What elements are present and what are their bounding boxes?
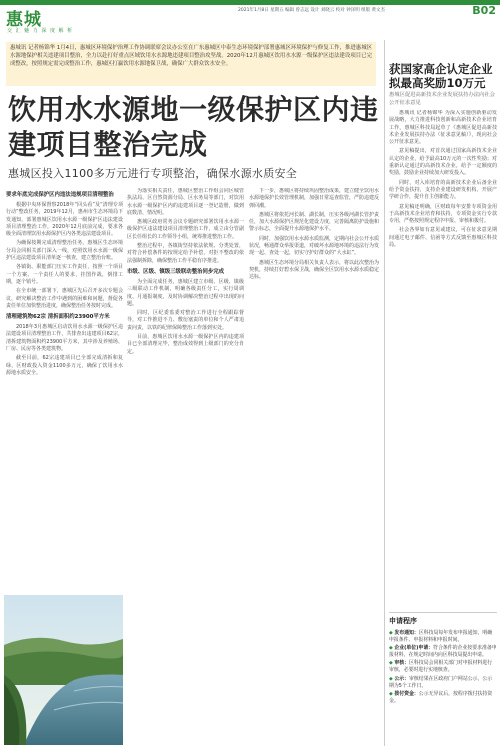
article-subhead: 惠城区投入1100多万元进行专项整治，确保水源水质安全	[8, 167, 298, 180]
notice-divider	[389, 612, 497, 613]
bullet-icon: ◆	[389, 645, 395, 652]
sidebar-subtitle: 惠城区促进高新技术企业发展扶持办法向社会公开征求意见	[389, 92, 495, 106]
masthead	[0, 0, 500, 38]
notice-item	[389, 645, 497, 659]
notice-item	[389, 630, 497, 644]
body-paragraph: 惠城区生态环境分局相关负责人表示，将以此次整治为契机，持续打好碧水保卫战，确保全区饮用水水源水质稳定达标。	[249, 259, 379, 281]
section-heading: 市级、区级、镇级三级联动整治同步完成	[127, 268, 225, 275]
sidebar-paragraph: 同时，对入库培育的高新技术企业后备企业给予资金扶持，支持企业建设研发机构、开展产学研合作，提升自主创新能力。	[389, 179, 497, 201]
notice-item-key: 拨付资金：	[394, 690, 419, 697]
notice-list	[389, 630, 497, 706]
body-paragraph: 目前，惠城区饮用水水源一级保护区内的违建项目已全部清理完毕，整治成效得到上级部门的充分肯定。	[127, 334, 244, 355]
notice-item-value: 符合条件的企业按要求准备申报材料，在规定时间内向区科技局提出申请。	[389, 645, 497, 659]
column-divider	[384, 40, 385, 746]
body-paragraph: 为确保按期完成清理整治任务，惠城区生态环境分局会同相关部门深入一线，对照饮用水水源一级保护区违法建设项目清单逐一核查，建立整治台账。	[6, 240, 123, 262]
body-paragraph: 同时，区纪委监委对整治工作进行全程跟踪督导，对工作推进不力、敷衍塞责的单位和个人严肃追责问责，以铁的纪律保障整治工作落到实处。	[127, 310, 244, 331]
notice-item-key: 审核：	[394, 660, 410, 667]
notice-item-value: 区科技局每年发布申报通知，明确申报条件、申报材料和申报时间。	[389, 630, 493, 644]
river-photo	[4, 595, 123, 745]
article-column-2	[127, 188, 244, 743]
bullet-icon: ◆	[389, 660, 395, 667]
section-heading: 要求年底完成保护区内违法违规项目清理整治	[6, 192, 114, 198]
article-column-3	[249, 188, 379, 743]
river-photo-image	[4, 595, 123, 745]
notice-item	[389, 660, 497, 674]
body-paragraph: 下一步，惠城区将持续巩固整治成果，建立健全饮用水水源地保护长效管理机制，加强日常巡查监管，严防违建反弹回潮。	[249, 188, 379, 209]
sidebar-paragraph: 意见稿还明确，区财政每年安排专项资金用于高新技术企业培育和扶持，专项资金实行专款专用，严格按照规定程序申报、审核和拨付。	[389, 203, 497, 225]
section-slogan: 交 汇 魅 力 深 度 解 析	[7, 28, 74, 34]
body-paragraph: 为落实相关责任，惠城区整治工作组会同区城管执法局、区自然资源分局、区水务局等部门，对饮用水水源一级保护区内的违建项目逐一登记造册，做到底数清、情况明。	[127, 188, 244, 216]
body-paragraph: 根据中央环保督察2018年“回头看”及“清理专项行动”整改任务，2019年12月，惠州市生态环境局下发通知，部署惠城区饮用水水源一级保护区违法建设项目清理整治工作，2020年12月底前完成，要求各级全面清理饮用水源保护区内各类违法建设项目。	[6, 202, 123, 238]
body-paragraph: 惠城区政府常务会议专题研究部署饮用水水源一级保护区违法建设项目清理整治工作，成立由分管副区长任组长的工作领导小组，统筹推进整治工作。	[127, 219, 244, 240]
article-column-1	[6, 188, 123, 590]
body-paragraph: 在全市统一部署下，惠城区先后召开多次专题会议，研究解决整治工作中遇到的困难和问题，督促各责任单位加快整治进度，确保整治任务按时完成。	[6, 288, 123, 309]
sidebar-paragraph: 社会各界如有意见或建议，可在征求意见期间通过电子邮件、信函等方式反馈至惠城区科技局。	[389, 227, 497, 249]
notice-title: 申请程序	[389, 617, 417, 625]
body-paragraph: 惠城区将依托河长制、湖长制，压实各级河湖长管护责任，加大水源保护区规范化建设力度，完善隔离防护设施和警示标志，全面提升水源地保护水平。	[249, 211, 379, 233]
sidebar-paragraph: 意见稿提出，对首次通过国家高新技术企业认定的企业，给予最高10万元的一次性奖励；对重新认定通过的高新技术企业，给予一定额度的奖励，鼓励企业持续加大研发投入。	[389, 148, 497, 177]
page-number: B02	[472, 4, 496, 17]
lead-paragraph: 惠城讯 记者杨锦华 1月4日，惠城区环境保护治理工作协调联席会议办公室在广东惠城区中泰生态环境保护部署惠城区环境保护与修复工作，推进惠城区水源地保护相关违建项目整治，全力以赴打好重点区域饮用水水源地违建项目整治攻坚战。2020年12月惠城区饮用水水源一级保护区违法建设项目已完成整改，按照规定需完成整治工作，惠城区打赢饮用水源地保卫战，确保广大群众饮水安全。	[10, 45, 372, 68]
notice-item	[389, 691, 497, 705]
masthead-bar	[0, 0, 500, 5]
body-paragraph: 各镇街、职能部门压实工作责任，按照一个项目一个方案、一个责任人的要求，挂图作战，倒排工期，逐个销号。	[6, 264, 123, 285]
article-headline: 饮用水水源地一级保护区内违建项目整治完成	[8, 93, 379, 161]
body-paragraph: 2018年3月惠城区启动饮用水水源一级保护区违法建设项目清理整治工作，共排查出违建项目62宗，清拆建筑物面积约23900平方米，其中涉及养殖场、厂房、民房等各类建筑物。	[6, 324, 123, 353]
body-paragraph: 整治过程中，各镇街坚持依法依规、分类处置，对符合补偿条件的按规定给予补偿，对拒不整改的依法强制拆除，确保整治工作平稳有序推进。	[127, 243, 244, 264]
bullet-icon: ◆	[389, 690, 395, 697]
notice-item-key: 企业(单位)申请：	[394, 645, 434, 652]
bullet-icon: ◆	[389, 675, 395, 682]
sidebar-title: 获国家高企认定企业拟最高奖励10万元	[389, 62, 493, 90]
sidebar-body	[389, 110, 497, 610]
body-paragraph: 同时，加强饮用水水源水质监测，定期向社会公开水质状况，畅通群众举报渠道，对破坏水源地环境的违法行为发现一起、查处一起，切实守护好群众的“大水缸”。	[249, 235, 379, 257]
notice-item-value: 公示无异议后，按程序拨付扶持资金。	[389, 690, 493, 704]
notice-item-value: 审核结果在区政府门户网站公示，公示期为5个工作日。	[389, 675, 493, 689]
body-paragraph: 截至目前，62宗违建项目已全部完成清拆和复绿，区财政投入资金1100多万元，确保了饮用水水源地水质安全。	[6, 355, 123, 376]
notice-item	[389, 676, 497, 690]
sidebar-paragraph: 惠城讯 记者杨锦华 为深入实施创新驱动发展战略，大力推进科技创新和高新技术企业培育工作，惠城区科技局起草了《惠城区促进高新技术企业发展扶持办法（征求意见稿）》，现向社会公开征求意见。	[389, 110, 497, 146]
notice-item-key: 公示：	[394, 675, 410, 682]
bullet-icon: ◆	[389, 630, 395, 636]
section-logo: 惠城	[6, 10, 42, 30]
notice-item-key: 发布通知：	[394, 630, 419, 636]
notice-item-value: 区科技局会同相关部门对申报材料进行审核，必要时进行实地核查。	[389, 660, 493, 674]
date-line: 2021年1月8日 星期五 编辑 曾志远 设计 刘晓云 校对 钟泽明 组版 黄文杰	[238, 8, 386, 13]
body-paragraph: 为全面完成任务，惠城区建立市级、区级、镇级三级联动工作机制，明确各级责任分工，实行周调度、月通报制度，及时协调解决整治过程中出现的问题。	[127, 278, 244, 307]
section-heading: 清理建筑物62宗 清拆面积约23900平方米	[6, 314, 110, 321]
